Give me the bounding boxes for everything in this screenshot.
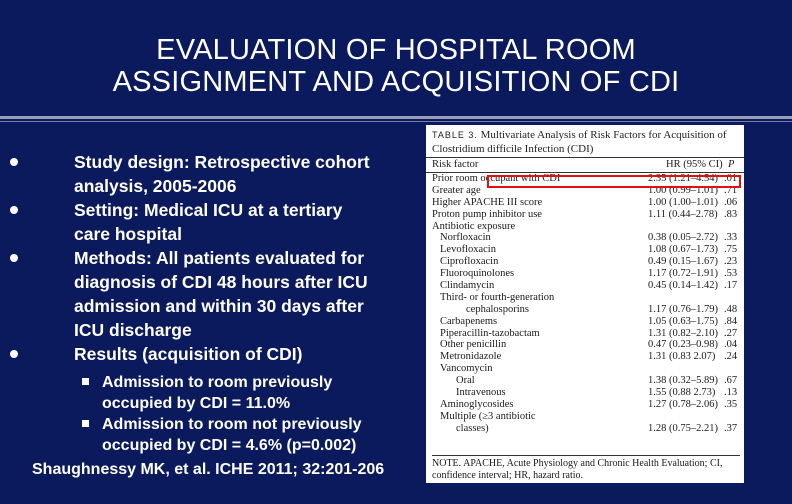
risk-factor-cell: Ciprofloxacin bbox=[440, 256, 499, 268]
risk-factor-cell: Multiple (≥3 antibiotic bbox=[440, 410, 536, 422]
hr-cell: 1.31 (0.83 2.07) bbox=[648, 351, 716, 363]
table-row bbox=[426, 339, 744, 351]
risk-factor-cell: Prior room occupant with CDI bbox=[432, 173, 561, 184]
table-row bbox=[426, 268, 744, 280]
risk-factor-cell: classes) bbox=[456, 422, 489, 434]
bullet-dot-icon bbox=[10, 158, 18, 166]
risk-factor-cell: Norfloxacin bbox=[440, 232, 491, 244]
table-row bbox=[426, 328, 744, 340]
p-value-cell: .84 bbox=[724, 315, 738, 327]
p-value-cell: .53 bbox=[724, 268, 738, 280]
column-risk-factor: Risk factor bbox=[432, 159, 479, 170]
table-row bbox=[426, 375, 744, 387]
table-row bbox=[426, 399, 744, 411]
column-p: P bbox=[728, 159, 735, 170]
risk-factor-table bbox=[426, 125, 744, 483]
hr-cell: 1.17 (0.76–1.79) bbox=[648, 303, 718, 315]
hr-cell: 1.38 (0.32–5.89) bbox=[648, 375, 718, 387]
table-body bbox=[426, 173, 744, 435]
risk-factor-cell: Intravenous bbox=[456, 387, 506, 399]
p-value-cell: .27 bbox=[724, 327, 738, 339]
risk-factor-cell: Vancomycin bbox=[440, 363, 493, 375]
p-value-cell: .67 bbox=[724, 375, 738, 387]
table-footnote: NOTE. APACHE, Acute Physiology and Chronic Health Evaluation; CI, confidence interval; HR, hazard ratio. bbox=[432, 455, 740, 482]
bullet-item: Study design: Retrospective cohort analysis, 2005-2006 bbox=[10, 150, 410, 198]
table-row bbox=[426, 221, 744, 233]
hr-cell: 0.45 (0.14–1.42) bbox=[648, 280, 718, 292]
hr-cell: 1.00 (0.99–1.01) bbox=[648, 184, 718, 196]
bullet-square-icon bbox=[82, 378, 89, 385]
table-row bbox=[426, 209, 744, 221]
sub-bullet-item: Admission to room previously occupied by CDI = 11.0% bbox=[10, 372, 410, 414]
title-line-2: ASSIGNMENT AND ACQUISITION OF CDI bbox=[112, 66, 680, 98]
p-value-cell: .37 bbox=[724, 422, 738, 434]
p-value-cell: .06 bbox=[724, 196, 738, 208]
highlight-box bbox=[487, 175, 741, 188]
bullet-list bbox=[10, 150, 410, 456]
risk-factor-cell: Proton pump inhibitor use bbox=[432, 208, 542, 220]
hr-cell: 1.08 (0.67–1.73) bbox=[648, 244, 718, 256]
risk-factor-cell: Metronidazole bbox=[440, 351, 502, 363]
hr-cell: 1.11 (0.44–2.78) bbox=[648, 208, 718, 220]
risk-factor-cell: Oral bbox=[456, 375, 475, 387]
table-row bbox=[426, 292, 744, 304]
p-value-cell: .04 bbox=[724, 339, 738, 351]
risk-factor-cell: Greater age bbox=[432, 184, 481, 196]
title-divider bbox=[0, 116, 792, 119]
table-row bbox=[426, 351, 744, 363]
bullet-item: Setting: Medical ICU at a tertiary care hospital bbox=[10, 198, 410, 246]
hr-cell: 0.38 (0.05–2.72) bbox=[648, 232, 718, 244]
p-value-cell: .48 bbox=[724, 303, 738, 315]
table-header-row bbox=[426, 157, 744, 173]
risk-factor-cell: Piperacillin-tazobactam bbox=[440, 327, 540, 339]
title-line-1: EVALUATION OF HOSPITAL ROOM bbox=[156, 34, 636, 66]
hr-cell: 0.47 (0.23–0.98) bbox=[648, 339, 718, 351]
table-row bbox=[426, 232, 744, 244]
risk-factor-cell: Higher APACHE III score bbox=[432, 196, 543, 208]
p-value-cell: .24 bbox=[724, 351, 738, 363]
table-row bbox=[426, 387, 744, 399]
bullet-dot-icon bbox=[10, 254, 18, 262]
hr-cell: 2.35 (1.21–4.54) bbox=[648, 173, 718, 184]
title-divider-thin bbox=[0, 121, 792, 122]
p-value-cell: .17 bbox=[724, 280, 738, 292]
sub-bullet-item: Admission to room not previously occupied by CDI = 4.6% (p=0.002) bbox=[10, 414, 410, 456]
hr-cell: 1.05 (0.63–1.75) bbox=[648, 315, 718, 327]
risk-factor-cell: Aminoglycosides bbox=[440, 398, 514, 410]
hr-cell: 0.49 (0.15–1.67) bbox=[648, 256, 718, 268]
hr-cell: 1.00 (1.00–1.01) bbox=[648, 196, 718, 208]
hr-cell: 1.31 (0.82–2.10) bbox=[648, 327, 718, 339]
bullet-item: Methods: All patients evaluated for diagnosis of CDI 48 hours after ICU admission and within 30 days after ICU discharge bbox=[10, 246, 410, 342]
table-row bbox=[426, 423, 744, 435]
hr-cell: 1.55 (0.88 2.73) bbox=[648, 387, 716, 399]
risk-factor-cell: Antibiotic exposure bbox=[432, 220, 516, 232]
p-value-cell: .83 bbox=[724, 208, 738, 220]
p-value-cell: .13 bbox=[724, 387, 738, 399]
risk-factor-cell: cephalosporins bbox=[466, 303, 529, 315]
bullet-item: Results (acquisition of CDI) bbox=[10, 342, 410, 366]
bullet-square-icon bbox=[82, 420, 89, 427]
hr-cell: 1.28 (0.75–2.21) bbox=[648, 422, 718, 434]
table-row bbox=[426, 316, 744, 328]
bullet-dot-icon bbox=[10, 206, 18, 214]
p-value-cell: .23 bbox=[724, 256, 738, 268]
table-row bbox=[426, 411, 744, 423]
hr-cell: 1.27 (0.78–2.06) bbox=[648, 398, 718, 410]
table-row bbox=[426, 304, 744, 316]
citation: Shaughnessy MK, et al. ICHE 2011; 32:201-206 bbox=[32, 461, 385, 478]
table-row bbox=[426, 197, 744, 209]
p-value-cell: .75 bbox=[724, 244, 738, 256]
bullet-dot-icon bbox=[10, 350, 18, 358]
table-row bbox=[426, 280, 744, 292]
risk-factor-cell: Clindamycin bbox=[440, 280, 495, 292]
table-caption: TABLE 3. Multivariate Analysis of Risk Factors for Acquisition of Clostridium difficile Infection (CDI) bbox=[432, 129, 727, 155]
slide-title bbox=[40, 34, 752, 98]
table-row bbox=[426, 244, 744, 256]
p-value-cell: .71 bbox=[724, 184, 738, 196]
table-row bbox=[426, 256, 744, 268]
risk-factor-cell: Levofloxacin bbox=[440, 244, 496, 256]
column-hr: HR (95% CI) bbox=[666, 159, 723, 170]
risk-factor-cell: Carbapenems bbox=[440, 315, 498, 327]
table-row bbox=[426, 363, 744, 375]
p-value-cell: .01 bbox=[724, 173, 738, 184]
risk-factor-cell: Third- or fourth-generation bbox=[440, 291, 555, 303]
p-value-cell: .35 bbox=[724, 398, 738, 410]
risk-factor-cell: Fluoroquinolones bbox=[440, 268, 515, 280]
p-value-cell: .33 bbox=[724, 232, 738, 244]
risk-factor-cell: Other penicillin bbox=[440, 339, 507, 351]
hr-cell: 1.17 (0.72–1.91) bbox=[648, 268, 718, 280]
